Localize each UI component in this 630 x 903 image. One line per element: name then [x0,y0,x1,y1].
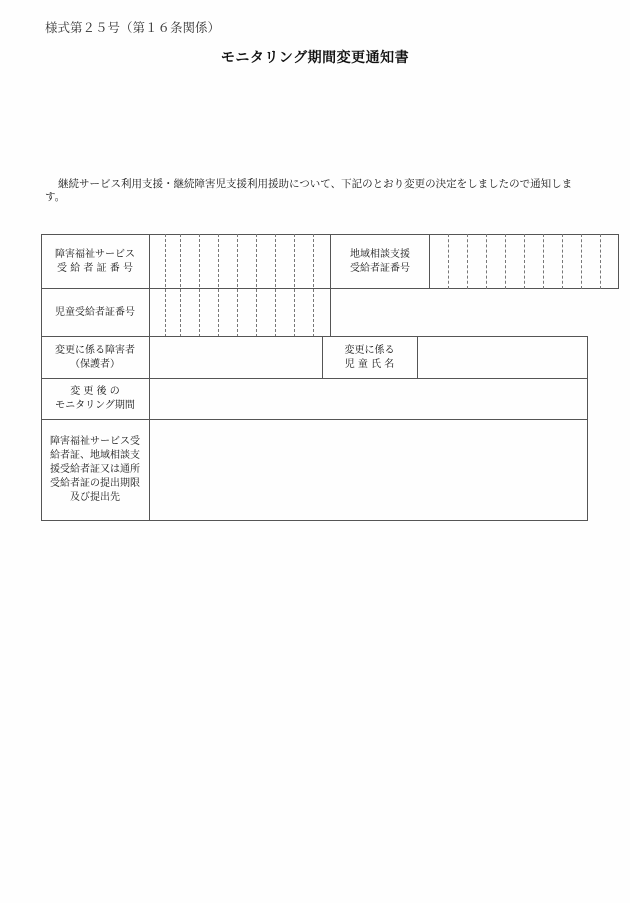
disability-cert-label-line1: 障害福祉サービス [55,248,135,260]
regional-consult-cert-number-label: 地域相談支援 受給者証番号 [350,248,410,274]
monitoring-period-label [41,378,149,420]
child-name-label: 変更に係る 児 童 氏 名 [344,344,395,370]
submission-deadline-label: 障害福祉サービス受 給者証、地域相談支 援受給者証又は通所 受給者証の提出期限 及び提出先 [50,436,140,503]
disability-cert-number-label [41,234,149,289]
guardian-label: 変更に係る障害者 （保護者） [55,344,135,370]
child-cert-number-label: 児童受給者証番号 [55,306,135,318]
notice-text: 継続サービス利用支援・継続障害児支援利用援助について、下記のとおり変更の決定をしましたので通知します。 [45,178,573,203]
document-title: モニタリング期間変更通知書 [220,50,410,66]
monitoring-period-label-line1: 変 更 後 の [70,386,120,397]
form-number: 様式第２５号（第１６条関係） [45,20,221,35]
disability-cert-label-line2: 受 給 者 証 番 号 [57,262,133,274]
monitoring-period-label-line2: モニタリング期間 [55,400,135,411]
